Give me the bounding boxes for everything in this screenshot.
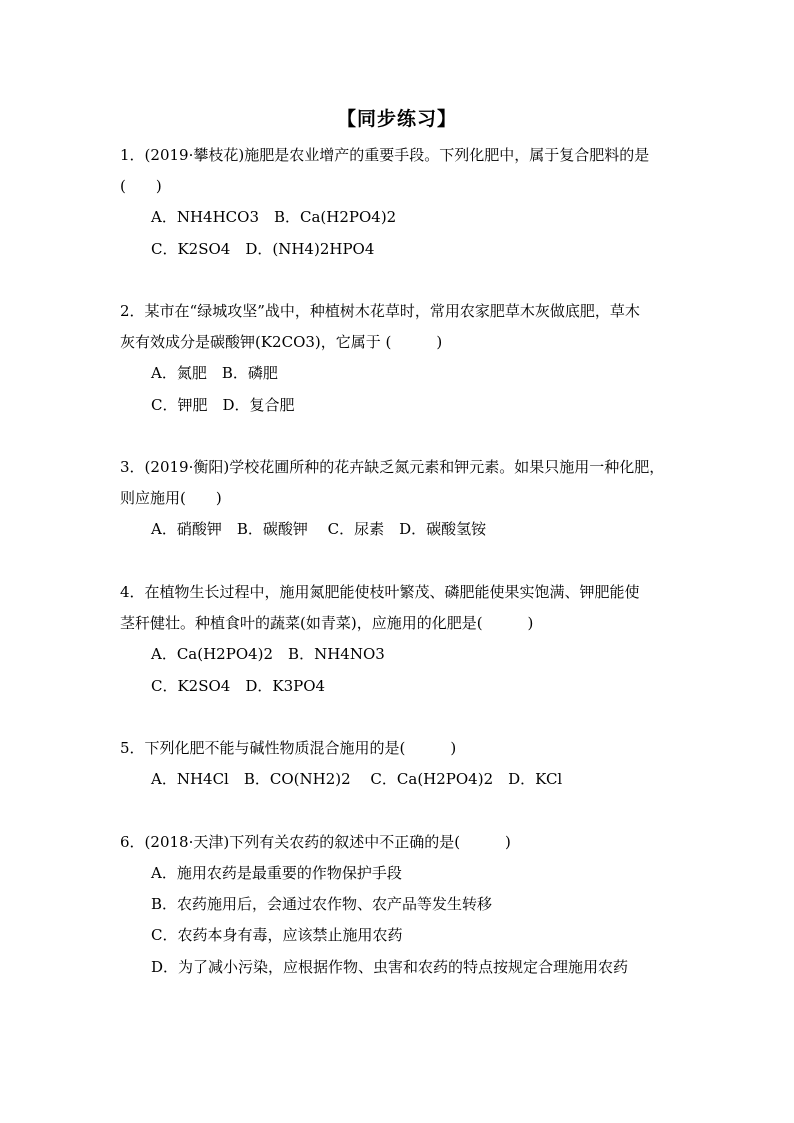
question-6-line-1: 6．(2018·天津)下列有关农药的叙述中不正确的是( ) [120,833,511,851]
question-6-option-c: C．农药本身有毒，应该禁止施用农药 [151,926,403,944]
question-4-options-row-1: A．Ca(H2PO4)2 B．NH4NO3 [151,645,385,663]
question-1-line-1: 1．(2019·攀枝花)施肥是农业增产的重要手段。下列化肥中，属于复合肥料的是 [120,146,650,164]
question-2-options-row-2: C．钾肥 D．复合肥 [151,396,295,414]
question-5-line-1: 5．下列化肥不能与碱性物质混合施用的是( ) [120,739,457,757]
question-1-options-row-1: A．NH4HCO3 B．Ca(H2PO4)2 [151,208,397,226]
question-3-line-2: 则应施用( ) [120,489,222,507]
question-6-option-d: D．为了减小污染，应根据作物、虫害和农药的特点按规定合理施用农药 [151,958,629,976]
question-4-line-1: 4．在植物生长过程中，施用氮肥能使枝叶繁茂、磷肥能使果实饱满、钾肥能使 [120,583,640,601]
question-2-options-row-1: A．氮肥 B．磷肥 [151,364,278,382]
question-1-line-2: ( ) [120,177,162,195]
page-title: 【同步练习】 [336,108,457,130]
question-4-options-row-2: C．K2SO4 D．K3PO4 [151,677,326,695]
question-4-line-2: 茎秆健壮。种植食叶的蔬菜(如青菜)，应施用的化肥是( ) [120,614,534,632]
question-6-option-b: B．农药施用后，会通过农作物、农产品等发生转移 [151,895,493,913]
question-3-options-row-1: A．硝酸钾 B．碳酸钾 C．尿素 D．碳酸氢铵 [151,520,487,538]
question-2-line-2: 灰有效成分是碳酸钾(K2CO3)，它属于 ( ) [120,333,443,351]
question-1-options-row-2: C．K2SO4 D．(NH4)2HPO4 [151,240,375,258]
question-5-options-row-1: A．NH4Cl B．CO(NH2)2 C．Ca(H2PO4)2 D．KCl [151,770,563,788]
question-3-line-1: 3．(2019·衡阳)学校花圃所种的花卉缺乏氮元素和钾元素。如果只施用一种化肥， [120,458,665,476]
question-6-option-a: A．施用农药是最重要的作物保护手段 [151,864,402,882]
question-2-line-1: 2．某市在“绿城攻坚”战中，种植树木花草时，常用农家肥草木灰做底肥，草木 [120,302,640,320]
